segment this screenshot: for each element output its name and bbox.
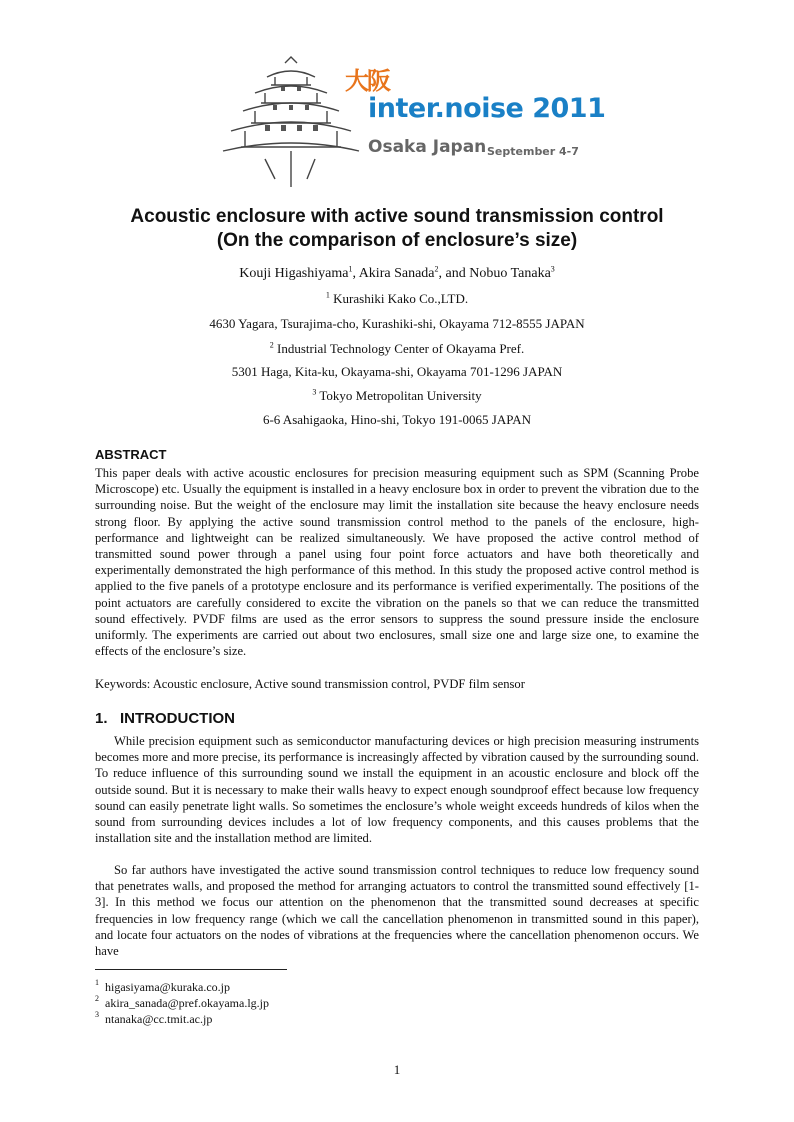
intro-paragraph-1: While precision equipment such as semiconductor manufacturing devices or high precision measuring instruments becomes more and more precise, its performance is increasingly affected by vibration caused by the surrounding sound. To reduce influence of this surrounding sound we install the equipment in an acoustic enclosure and block off the outside sound. But it is necessary to make their walls heavy to expect enough soundproof effect because low frequency sound can easily penetrate light walls. So sometimes the enclosure’s whole weight exceeds hundreds of kilos when the sound from surrounding devices includes a lot of low frequency components, and this causes problems that the installation site and the installation method are limited.: [95, 734, 699, 846]
paper-title: Acoustic enclosure with active sound transmission control: [130, 206, 664, 227]
logo-brand: inter.noise 2011: [368, 93, 606, 124]
conference-logo: [215, 55, 606, 195]
page-number: 1: [393, 1062, 401, 1077]
footnote-1-num: 1: [95, 978, 99, 987]
logo-kanji: 大阪: [345, 67, 389, 95]
author-2: , Akira Sanada: [352, 266, 435, 281]
affiliation-2-name: Industrial Technology Center of Okayama Pref.: [277, 341, 525, 356]
affiliation-2-sup: 2: [269, 340, 274, 350]
footnote-2-email: akira_sanada@pref.okayama.lg.jp: [105, 996, 269, 1010]
affiliation-1-name: Kurashiki Kako Co.,LTD.: [333, 291, 469, 306]
author-list: [95, 266, 699, 282]
affiliation-2: [95, 341, 699, 357]
footnote-divider: [95, 969, 287, 970]
intro-paragraph-2: So far authors have investigated the active sound transmission control techniques to reduce low frequency sound that penetrates walls, and proposed the method for arranging actuators to control the transmitted sound effectively [1-3]. In this method we focus our attention on the phenomenon that the transmitted sound decreases at specific frequencies in low frequency range (which we call the cancellation phenomenon in transmitted sound in this paper), and locate four actuators on the nodes of vibrations at the frequencies where the cancellation phenomenon occurs. We have: [95, 863, 699, 959]
keywords: Keywords: Acoustic enclosure, Active sound transmission control, PVDF film sensor: [95, 677, 525, 691]
abstract-text: This paper deals with active acoustic enclosures for precision measuring equipment such as SPM (Scanning Probe Microscope) etc. Usually the equipment is installed in a heavy enclosure box in order to prevent the vibration due to the surrounding noise. But the weight of the enclosure may limit the installation site because the heavy enclosure needs strong floor. By applying the active sound transmission control method to the panels of the enclosure, high-performance and lightweight can be realized simultaneously. We have proposed the active control method of transmitted sound power through a panel using four point force actuators and have both theoretically and experimentally demonstrated the high performance of this method. In this study the proposed active control method is applied to the five panels of a prototype enclosure and its performance is verified experimentally. The positions of the point actuators are carefully considered to excite the vibration on the panels so that we can reduce the transmitted sound effectively. PVDF films are used as the error sensors to suppress the sound pressure inside the enclosure uniformly. The experiments are carried out about two enclosures, small size one and large size one, to examine the effects of the enclosure’s size.: [95, 466, 699, 659]
introduction-heading: 1. INTRODUCTION: [95, 710, 236, 727]
affiliation-1-address: 4630 Yagara, Tsurajima-cho, Kurashiki-shi, Okayama 712-8555 JAPAN: [209, 316, 585, 331]
author-3: , and Nobuo Tanaka: [438, 266, 551, 281]
abstract-heading: ABSTRACT: [95, 447, 167, 462]
affiliation-3-sup: 3: [312, 387, 317, 397]
affiliation-3-name: Tokyo Metropolitan University: [319, 388, 482, 403]
author-2-sup: 2: [434, 264, 439, 274]
osaka-castle-icon: [215, 55, 365, 195]
affiliation-3: [95, 388, 699, 404]
affiliation-2-address: 5301 Haga, Kita-ku, Okayama-shi, Okayama 701-1296 JAPAN: [231, 364, 563, 379]
author-3-sup: 3: [550, 264, 555, 274]
footnote-2: [95, 996, 269, 1012]
affiliation-1: [95, 291, 699, 307]
footnote-2-num: 2: [95, 994, 99, 1003]
footnote-3: [95, 1012, 212, 1028]
author-1-sup: 1: [348, 264, 353, 274]
logo-dates: September 4-7: [487, 145, 579, 158]
affiliation-1-sup: 1: [325, 290, 330, 300]
footnote-3-email: ntanaka@cc.tmit.ac.jp: [105, 1012, 213, 1026]
footnote-1-email: higasiyama@kuraka.co.jp: [105, 980, 231, 994]
footnote-1: [95, 980, 230, 996]
logo-city: Osaka Japan: [368, 137, 487, 157]
paper-subtitle: (On the comparison of enclosure’s size): [216, 230, 578, 251]
footnote-3-num: 3: [95, 1010, 99, 1019]
author-1: Kouji Higashiyama: [239, 266, 349, 281]
affiliation-3-address: 6-6 Asahigaoka, Hino-shi, Tokyo 191-0065 JAPAN: [262, 412, 532, 427]
